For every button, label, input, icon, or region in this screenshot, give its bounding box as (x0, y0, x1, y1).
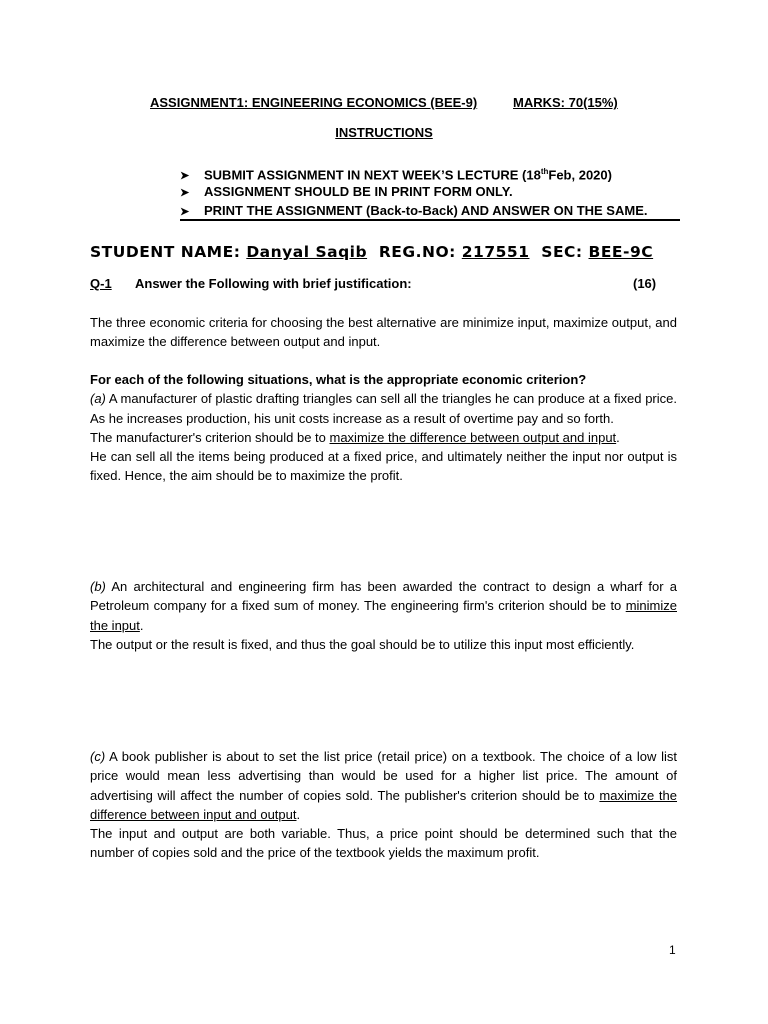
part-a-answer-key: maximize the difference between output and input (329, 429, 617, 445)
part-a-justification: He can sell all the items being produced at a fixed price, and ultimately neither the input nor output is fixed. Hence, the aim should be to maximize the profit. (90, 449, 677, 484)
part-a-text: A manufacturer of plastic drafting triangles can sell all the triangles he can produce at a fixed price. As he increases production, his unit costs increase as a result of overtime pay and so forth. (90, 391, 677, 426)
part-a-question (90, 389, 677, 428)
arrow-bullet-icon: ➤ (180, 206, 190, 218)
part-c-answer-key: maximize the difference between input and output (90, 787, 678, 822)
intro-paragraph (90, 313, 677, 352)
part-c-justification: The input and output are both variable. Thus, a price point should be determined such that the number of copies sold and the price of the textbook yields the maximum profit. (90, 826, 677, 861)
question-marks: (16) (633, 276, 657, 291)
part-a-label: (a) (90, 391, 106, 407)
page-number: 1 (669, 943, 676, 957)
student-info (90, 243, 690, 261)
part-b-label: (b) (90, 579, 106, 594)
header-divider (180, 219, 680, 221)
student-name: Danyal Saqib (246, 243, 368, 261)
part-c-answer-post: . (296, 806, 301, 822)
part-b-question (90, 577, 677, 635)
part-b (90, 577, 677, 654)
student-name-label: STUDENT NAME: (90, 243, 241, 261)
intro-text: The three economic criteria for choosing the best alternative are minimize input, maximize output, and maximize the difference between output and input. (90, 315, 677, 350)
question-number: Q-1 (90, 276, 112, 291)
assignment-title: ASSIGNMENT1: ENGINEERING ECONOMICS (BEE-9) (150, 95, 478, 110)
instruction-text: Feb, 2020) (548, 167, 612, 183)
instructions-title: INSTRUCTIONS (335, 125, 433, 140)
instruction-superscript: th (540, 167, 549, 176)
part-c-question (90, 747, 677, 824)
question-text: Answer the Following with brief justification: (135, 276, 412, 291)
part-a-answer-post: . (616, 429, 620, 445)
instruction-text: ASSIGNMENT SHOULD BE IN PRINT FORM ONLY. (204, 183, 513, 199)
section-label: SEC: (541, 243, 583, 261)
part-b-justification: The output or the result is fixed, and thus the goal should be to utilize this input most efficiently. (90, 636, 635, 652)
part-a-answer (90, 428, 677, 447)
part-c-label: (c) (90, 749, 106, 764)
part-b-answer-key: minimize the input (90, 598, 677, 633)
instruction-item (180, 162, 680, 182)
part-b-text: An architectural and engineering firm has been awarded the contract to design a wharf for a Petroleum company for a fixed sum of money. The engineering firm's criterion should be to (90, 579, 677, 614)
reg-no: 217551 (461, 243, 530, 261)
instruction-text: PRINT THE ASSIGNMENT (Back-to-Back) AND ANSWER ON THE SAME. (204, 203, 648, 218)
arrow-bullet-icon: ➤ (180, 170, 190, 183)
question-header (90, 276, 670, 291)
part-a (90, 370, 677, 486)
part-a-answer-pre: The manufacturer's criterion should be to (90, 429, 330, 445)
assignment-marks: MARKS: 70(15%) (513, 95, 618, 110)
section: BEE-9C (588, 243, 654, 261)
instructions-list (180, 162, 680, 221)
part-c (90, 747, 677, 863)
part-c-text: A book publisher is about to set the list price (retail price) on a textbook. The choice of a low list price would mean less advertising than would be used for a higher list price. The amount of advertising will affect the number of copies sold. The publisher's criterion should be to (90, 749, 677, 803)
criterion-prompt: For each of the following situations, what is the appropriate economic criterion? (90, 372, 587, 387)
instruction-item (180, 201, 680, 221)
instruction-item (180, 182, 680, 202)
assignment-header (150, 95, 630, 110)
arrow-bullet-icon: ➤ (180, 186, 190, 199)
part-b-answer-post: . (139, 617, 144, 633)
instruction-text: SUBMIT ASSIGNMENT IN NEXT WEEK’S LECTURE (18 (204, 167, 541, 183)
reg-no-label: REG.NO: (378, 243, 456, 261)
